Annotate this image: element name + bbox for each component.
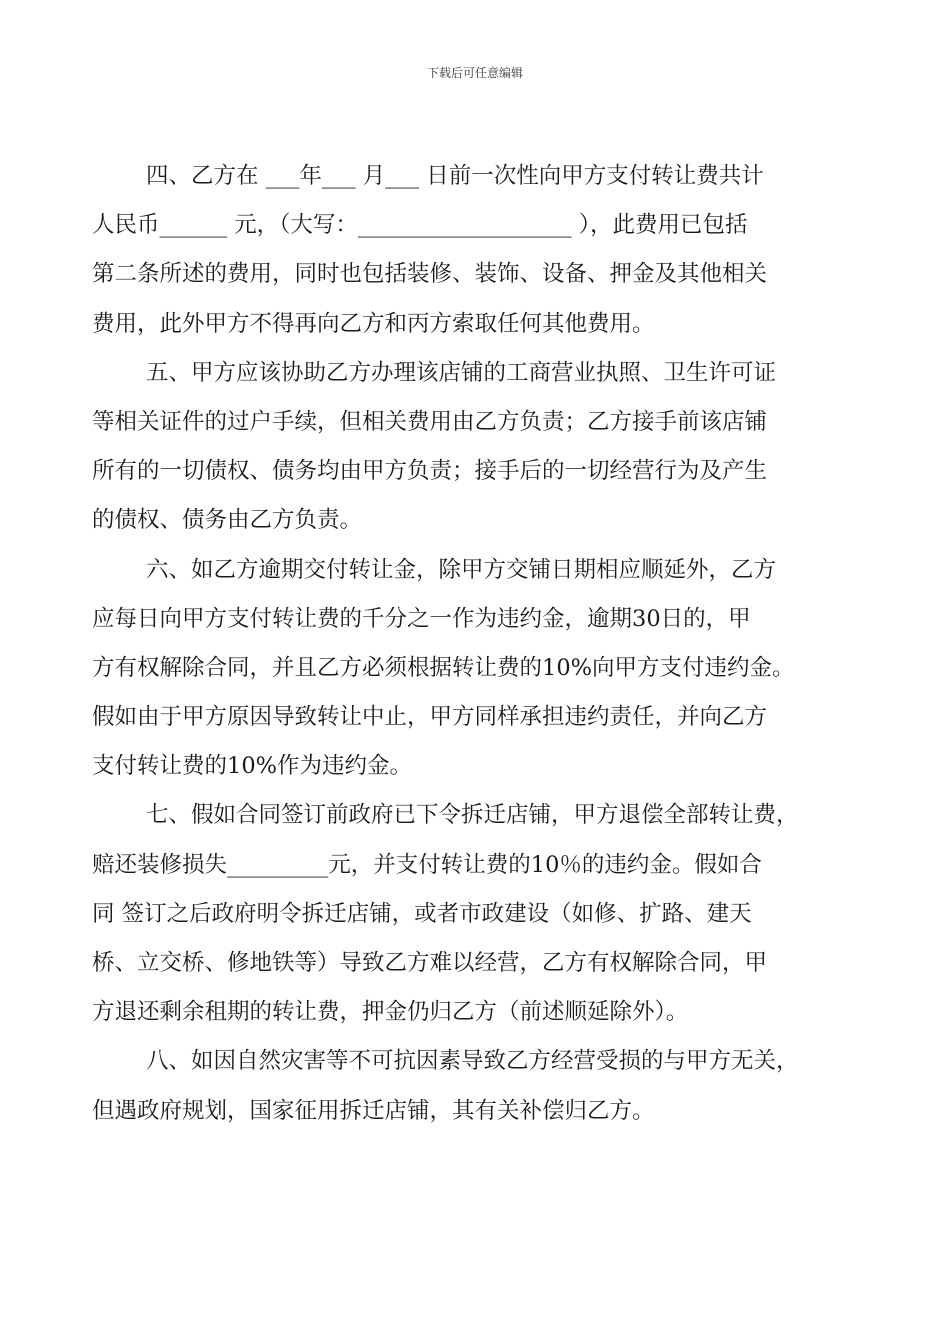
paragraph-line: 六、如乙方逾期交付转让金，除甲方交铺日期相应顺延外，乙方 — [146, 556, 777, 583]
paragraph-line: 赔还装修损失_________元，并支付转让费的10％的违约金。假如合 — [92, 851, 762, 878]
paragraph-8 — [92, 1037, 882, 1135]
paragraph-6 — [92, 546, 882, 792]
paragraph-line: 同 签订之后政府明令拆迁店铺，或者市政建设（如修、扩路、建天 — [92, 900, 752, 927]
paragraph-line: 但遇政府规划，国家征用拆迁店铺，其有关补偿归乙方。 — [92, 1097, 655, 1124]
paragraph-line: 五、甲方应该协助乙方办理该店铺的工商营业执照、卫生许可证 — [146, 359, 777, 386]
paragraph-5 — [92, 349, 882, 546]
paragraph-line: 人民币______ 元，（大写：___________________ ），此费用已包括 — [92, 212, 748, 239]
paragraph-line: 的债权、债务由乙方负责。 — [92, 507, 363, 534]
paragraph-line: 桥、立交桥、修地铁等）导致乙方难以经营，乙方有权解除合同，甲 — [92, 950, 768, 976]
paragraph-line: 应每日向甲方支付转让费的千分之一作为违约金，逾期30日的，甲 — [92, 605, 751, 632]
paragraph-line: 等相关证件的过户手续，但相关费用由乙方负责；乙方接手前该店铺 — [92, 408, 768, 435]
paragraph-line: 费用，此外甲方不得再向乙方和丙方索取任何其他费用。 — [92, 310, 655, 337]
paragraph-7 — [92, 791, 882, 1037]
paragraph-line: 方有权解除合同，并且乙方必须根据转让费的10%向甲方支付违约金。 — [92, 654, 795, 681]
paragraph-line: 所有的一切债权、债务均由甲方负责；接手后的一切经营行为及产生 — [92, 458, 768, 485]
paragraph-line: 第二条所述的费用，同时也包括装修、装饰、设备、押金及其他相关 — [92, 261, 768, 288]
paragraph-4 — [92, 152, 882, 349]
paragraph-line: 七、假如合同签订前政府已下令拆迁店铺，甲方退偿全部转让费， — [146, 802, 799, 829]
page-header: 下载后可任意编辑 — [426, 66, 523, 80]
paragraph-line: 假如由于甲方原因导致转让中止，甲方同样承担违约责任，并向乙方 — [92, 704, 768, 731]
paragraph-line: 方退还剩余租期的转让费，押金仍归乙方（前述顺延除外）。 — [92, 999, 689, 1026]
paragraph-line: 支付转让费的10%作为违约金。 — [92, 753, 413, 780]
paragraph-line: 四、乙方在 ___年___ 月___ 日前一次性向甲方支付转让费共计 — [146, 163, 764, 189]
document-body — [92, 152, 882, 1136]
paragraph-line: 八、如因自然灾害等不可抗因素导致乙方经营受损的与甲方无关， — [146, 1048, 799, 1075]
